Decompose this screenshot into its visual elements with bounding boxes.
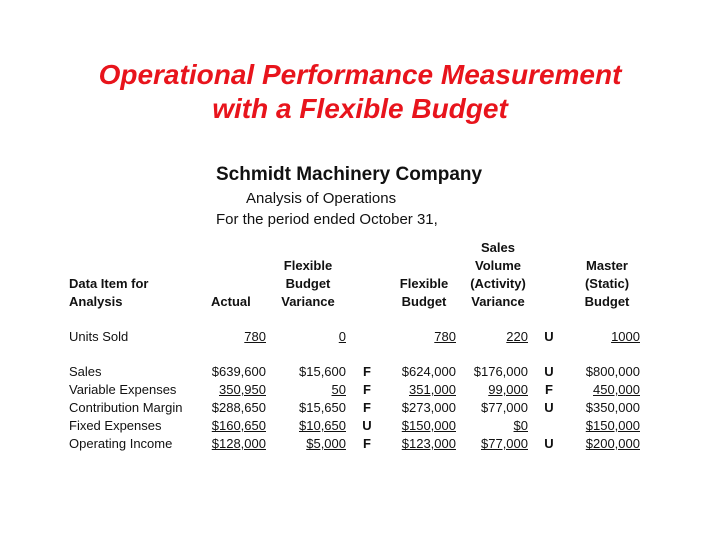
company-name: Schmidt Machinery Company xyxy=(216,164,483,185)
sales-volume-variance-value: $77,000 xyxy=(481,436,528,451)
header-line: Budget xyxy=(285,276,331,291)
row-label: Sales xyxy=(69,364,102,379)
header-flexible-budget xyxy=(390,275,458,311)
header-line: Variance xyxy=(471,294,525,309)
header-master-budget xyxy=(576,257,638,311)
header-line: Data Item for xyxy=(69,276,149,291)
report-period: For the period ended October 31, xyxy=(216,211,438,228)
header-line: Flexible xyxy=(399,276,449,291)
flexible-variance-flag: F xyxy=(363,400,371,415)
flexible-budget-variance-value: $15,600 xyxy=(299,364,346,379)
flexible-budget-value: 780 xyxy=(434,329,456,344)
master-budget-value: $800,000 xyxy=(585,364,640,379)
master-budget-value: $150,000 xyxy=(585,418,640,433)
header-line: Budget xyxy=(584,294,630,309)
flexible-budget-variance-value: $10,650 xyxy=(299,418,346,433)
flexible-budget-variance-value: 50 xyxy=(331,382,346,397)
slide-title-line-2: with a Flexible Budget xyxy=(212,93,508,124)
header-data-item xyxy=(69,275,148,311)
flexible-budget-variance-value: $15,650 xyxy=(299,400,346,415)
header-line: Analysis xyxy=(69,294,123,309)
slide-title xyxy=(0,58,720,126)
flexible-budget-value: $624,000 xyxy=(401,364,456,379)
actual-value: 350,950 xyxy=(219,382,266,397)
row-label: Fixed Expenses xyxy=(69,418,162,433)
flexible-budget-value: $123,000 xyxy=(401,436,456,451)
sales-volume-variance-value: 99,000 xyxy=(488,382,528,397)
header-line: Sales xyxy=(481,240,515,255)
master-budget-value: 1000 xyxy=(611,329,640,344)
sales-volume-variance-value: $176,000 xyxy=(473,364,528,379)
header-line: Flexible xyxy=(283,258,333,273)
flexible-budget-value: 351,000 xyxy=(409,382,456,397)
actual-value: $160,650 xyxy=(211,418,266,433)
sales-volume-variance-value: $77,000 xyxy=(481,400,528,415)
flexible-variance-flag: U xyxy=(362,418,372,433)
report-subtitle: Analysis of Operations xyxy=(246,190,397,207)
flexible-budget-value: $150,000 xyxy=(401,418,456,433)
actual-value: $288,650 xyxy=(211,400,266,415)
actual-value: 780 xyxy=(244,329,266,344)
master-budget-value: $350,000 xyxy=(585,400,640,415)
flexible-budget-variance-value: 0 xyxy=(338,329,346,344)
row-label: Variable Expenses xyxy=(69,382,177,397)
flexible-variance-flag: F xyxy=(363,382,371,397)
row-label: Operating Income xyxy=(69,436,173,451)
header-line: Budget xyxy=(401,294,447,309)
master-budget-value: $200,000 xyxy=(585,436,640,451)
slide-title-line-1: Operational Performance Measurement xyxy=(98,59,622,90)
sales-volume-variance-flag: U xyxy=(544,400,554,415)
flexible-variance-flag: F xyxy=(363,436,371,451)
header-line: Variance xyxy=(281,294,335,309)
sales-volume-variance-value: 220 xyxy=(506,329,528,344)
master-budget-value: 450,000 xyxy=(593,382,640,397)
header-line: (Activity) xyxy=(470,276,526,291)
header-flexible-budget-variance xyxy=(272,257,344,311)
row-label: Contribution Margin xyxy=(69,400,183,415)
actual-value: $128,000 xyxy=(211,436,266,451)
row-label: Units Sold xyxy=(69,329,129,344)
header-line: Master xyxy=(586,258,628,273)
header-line: Volume xyxy=(475,258,521,273)
header-actual xyxy=(211,293,251,311)
sales-volume-variance-flag: U xyxy=(544,364,554,379)
header-line: Actual xyxy=(211,294,251,309)
actual-value: $639,600 xyxy=(211,364,266,379)
flexible-variance-flag: F xyxy=(363,364,371,379)
sales-volume-variance-flag: U xyxy=(544,436,554,451)
sales-volume-variance-flag: F xyxy=(545,382,553,397)
header-sales-volume-variance xyxy=(460,239,536,311)
sales-volume-variance-value: $0 xyxy=(513,418,528,433)
sales-volume-variance-flag: U xyxy=(544,329,554,344)
header-line: (Static) xyxy=(584,276,630,291)
flexible-budget-variance-value: $5,000 xyxy=(306,436,346,451)
flexible-budget-value: $273,000 xyxy=(401,400,456,415)
